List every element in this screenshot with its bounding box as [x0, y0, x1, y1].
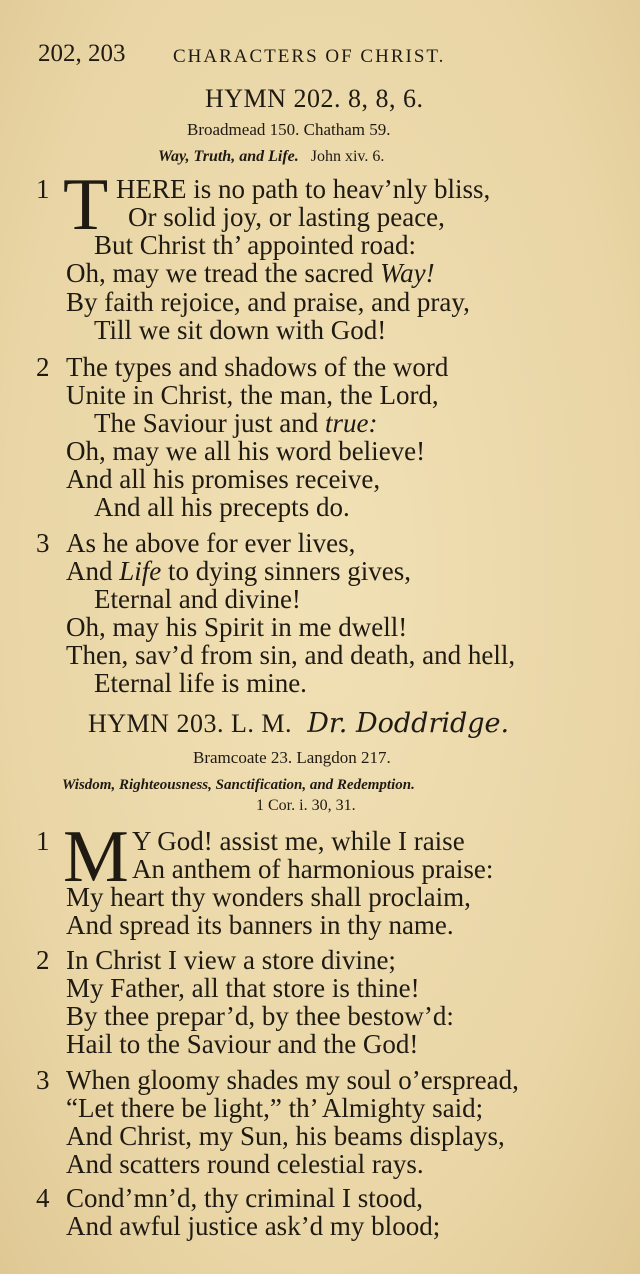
- hymn-203-subject: [62, 777, 415, 794]
- verse-line: But Christ th’ appointed road:: [94, 230, 416, 260]
- verse-number: 3: [36, 1065, 50, 1095]
- verse-line: Then, sav’d from sin, and death, and hell,: [66, 640, 516, 670]
- verse-line: And all his precepts do.: [94, 492, 350, 522]
- drop-cap: M: [63, 816, 129, 898]
- hymn-203-subject-text: Wisdom, Righteousness, Sanctification, and Redemption.: [62, 777, 415, 793]
- verse-line: “Let there be light,” th’ Almighty said;: [66, 1093, 484, 1123]
- hymn-202-tunes: Broadmead 150. Chatham 59.: [187, 120, 391, 139]
- verse-number: 4: [36, 1183, 50, 1213]
- verse-number: 1: [36, 174, 50, 204]
- verse-line: HERE is no path to heav’nly bliss,: [116, 174, 491, 204]
- verse-line: Eternal life is mine.: [94, 668, 307, 698]
- verse-line: My heart thy wonders shall proclaim,: [66, 882, 471, 912]
- verse-number: 3: [36, 528, 50, 558]
- running-head: [38, 40, 598, 74]
- verse-line: An anthem of harmonious praise:: [132, 854, 494, 884]
- verse-line: As he above for ever lives,: [66, 528, 356, 558]
- verse-line: Cond’mn’d, thy criminal I stood,: [66, 1183, 423, 1213]
- verse-number: 1: [36, 826, 50, 856]
- verse-number: 2: [36, 352, 50, 382]
- page-numbers: 202, 203: [38, 40, 126, 67]
- verse-line: Oh, may his Spirit in me dwell!: [66, 612, 408, 642]
- hymn-203-tunes: Bramcoate 23. Langdon 217.: [193, 748, 391, 767]
- hymn-203-reference: 1 Cor. i. 30, 31.: [256, 797, 356, 814]
- verse-line: Oh, may we all his word believe!: [66, 436, 426, 466]
- verse-line: Or solid joy, or lasting peace,: [128, 202, 445, 232]
- verse-line: Eternal and divine!: [94, 584, 301, 614]
- hymn-202-title: HYMN 202. 8, 8, 6.: [205, 84, 424, 113]
- verse-line: Hail to the Saviour and the God!: [66, 1029, 419, 1059]
- verse-line: In Christ I view a store divine;: [66, 945, 396, 975]
- drop-cap: T: [63, 164, 109, 246]
- verse-line: Oh, may we tread the sacred Way!: [66, 258, 435, 288]
- verse-number: 2: [36, 945, 50, 975]
- verse-line: And all his promises receive,: [66, 464, 381, 494]
- verse-line: And awful justice ask’d my blood;: [66, 1211, 441, 1241]
- verse-line: The types and shadows of the word: [66, 352, 449, 382]
- hymn-202-reference: John xiv. 6.: [310, 148, 385, 165]
- hymn-203-title: HYMN 203. L. M.: [88, 709, 292, 738]
- verse-line: By faith rejoice, and praise, and pray,: [66, 287, 470, 317]
- hymn-203-heading: [88, 708, 509, 739]
- verse-line: And spread its banners in thy name.: [66, 910, 454, 940]
- verse-line: The Saviour just and true:: [94, 408, 378, 438]
- hymn-202-subject-text: Way, Truth, and Life.: [158, 148, 299, 165]
- verse-line: And Life to dying sinners gives,: [66, 556, 412, 586]
- hymn-203-author: Dr. Doddridge.: [307, 708, 510, 739]
- verse-line: Till we sit down with God!: [94, 315, 387, 345]
- verse-line: Unite in Christ, the man, the Lord,: [66, 380, 439, 410]
- running-title: CHARACTERS OF CHRIST.: [173, 46, 446, 67]
- verse-line: My Father, all that store is thine!: [66, 973, 420, 1003]
- verse-line: And Christ, my Sun, his beams displays,: [66, 1121, 505, 1151]
- hymn-202-subject: [158, 148, 384, 166]
- verse-line: By thee prepar’d, by thee bestow’d:: [66, 1001, 454, 1031]
- verse-line: Y God! assist me, while I raise: [132, 826, 465, 856]
- verse-line: When gloomy shades my soul o’erspread,: [66, 1065, 519, 1095]
- verse-line: And scatters round celestial rays.: [66, 1149, 424, 1179]
